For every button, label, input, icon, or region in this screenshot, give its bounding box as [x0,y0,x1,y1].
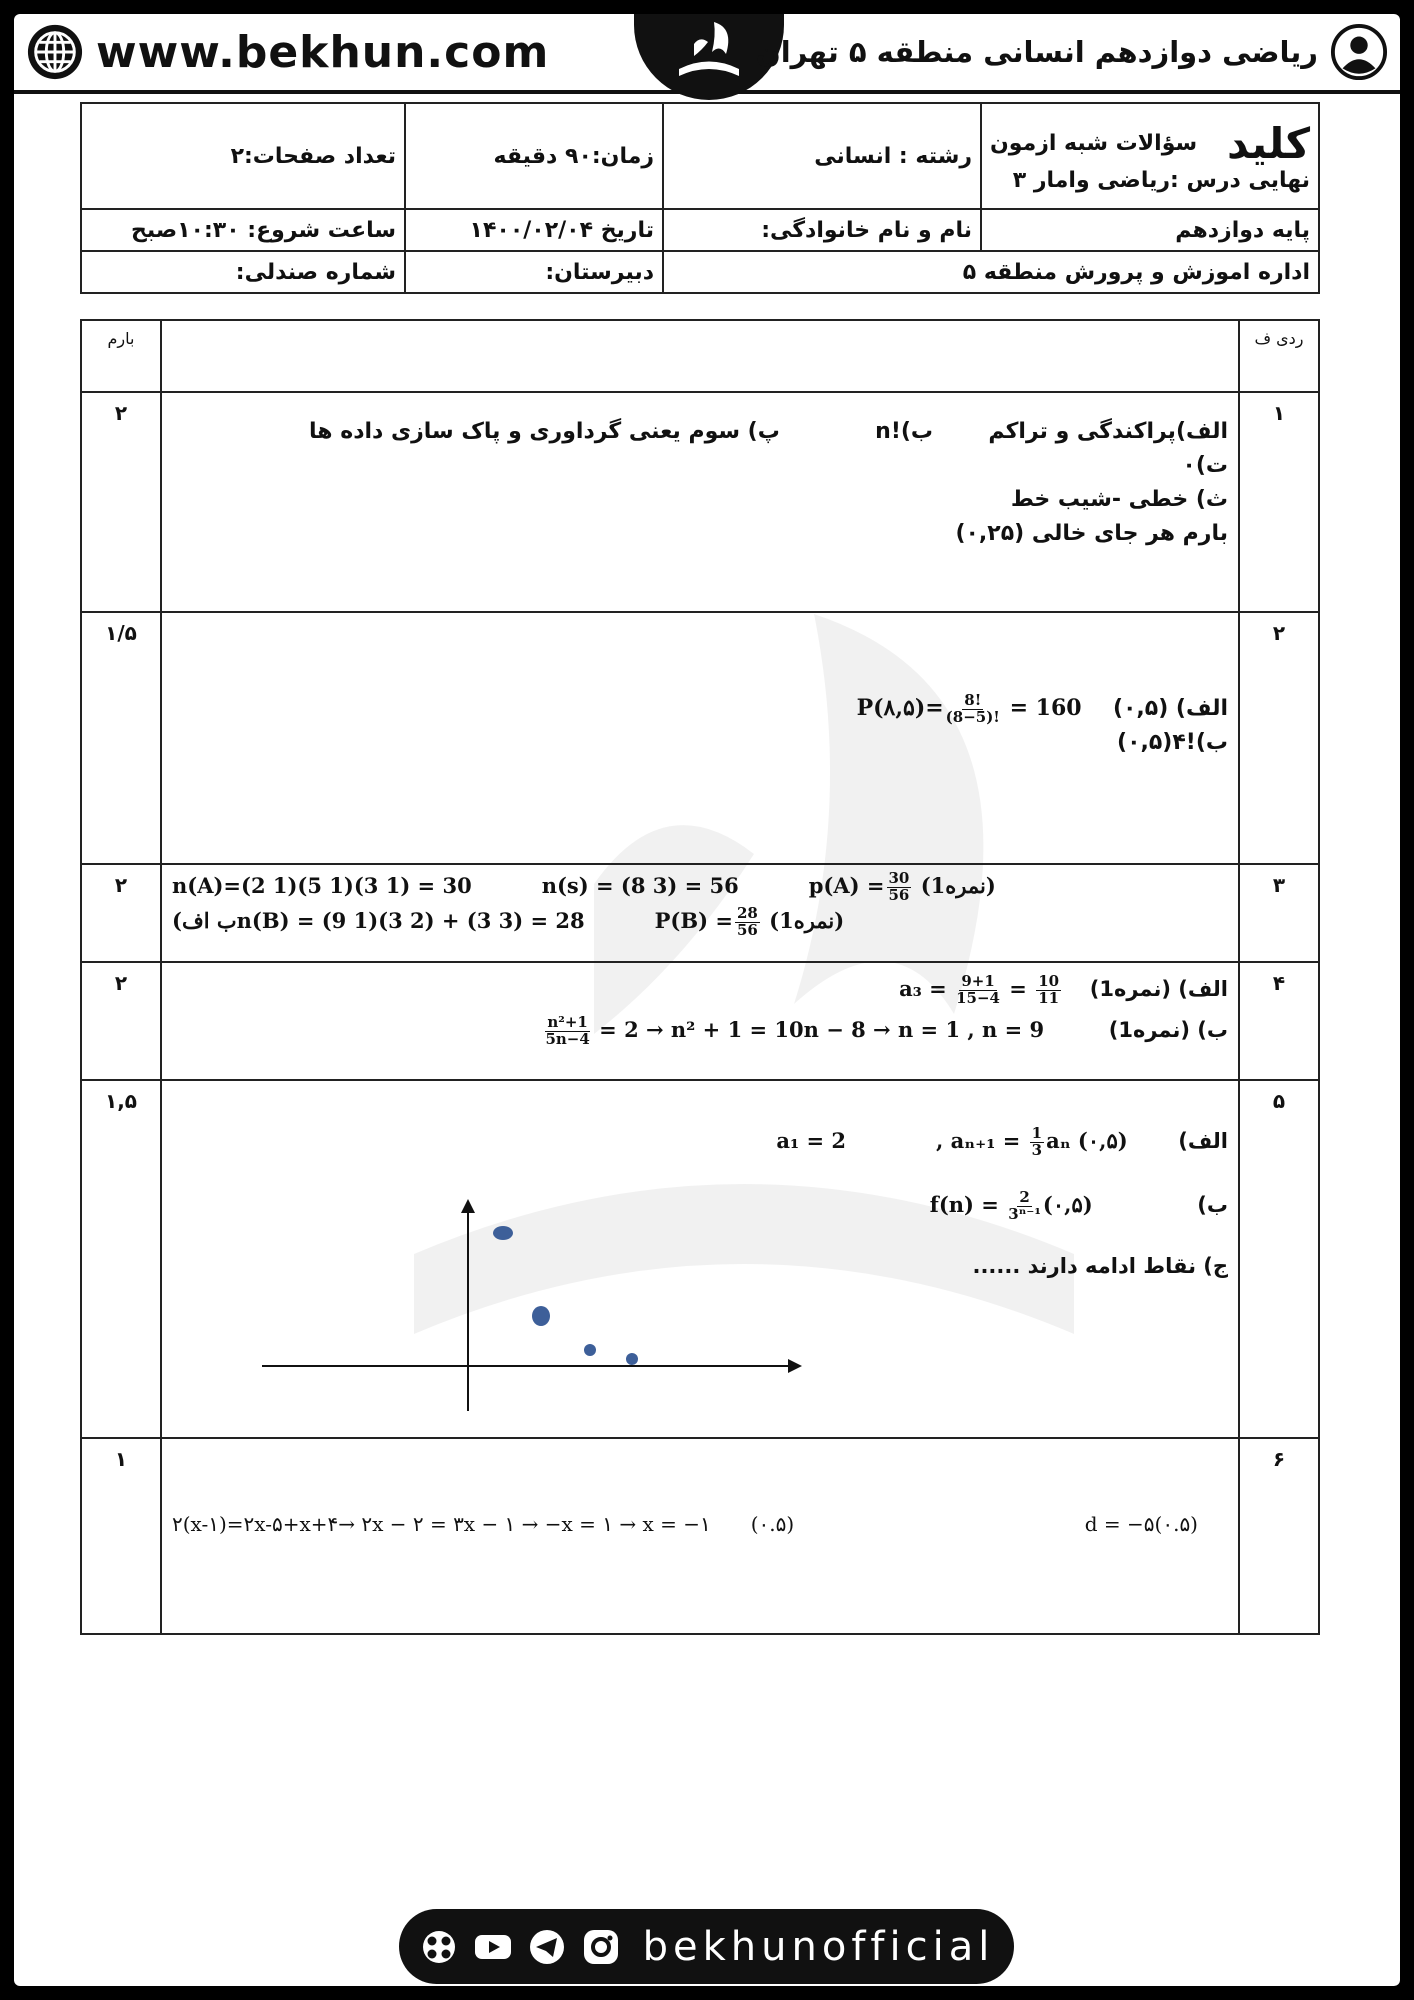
answer-content [161,864,1239,962]
score-text: (نمره1) [920,873,996,898]
fraction-numerator: 9+1 [961,972,995,991]
sequence-graph [262,1151,822,1411]
pages-label: تعداد صفحات:۲ [230,143,396,169]
fraction [945,690,1000,726]
question-row [81,1080,1319,1438]
math-text: a₁ = 2 [776,1128,847,1153]
score-text: (نمره1) [1089,977,1171,1001]
graph-point [584,1344,596,1356]
answer-line: ت)۰ [1182,453,1228,479]
exam-header-table [80,102,1320,294]
math-expression [809,869,996,904]
math-text: P(۸,۵)= [856,695,944,721]
math-text: ۲(x-۱)=۲x-۵+x+۴→ ۲x − ۲ = ۳x − ۱ → −x = ۱ → x = −۱ [172,1512,711,1536]
answer-content [161,1080,1239,1438]
fraction [887,871,912,904]
fraction-denominator: (8−5)! [945,707,1000,726]
field-label: رشته : انسانی [814,143,972,169]
answer-content [161,392,1239,612]
math-text: a₃ = [899,976,947,1001]
office-cell [663,251,1319,293]
math-text: n(s) = (8 3) = 56 [541,873,739,898]
fraction [735,906,760,939]
answer-line: ث) خطی -شیب خط [1010,487,1228,513]
row-barem: ۲ [81,864,161,962]
score-text: (۰,۵) [1042,1191,1093,1217]
math-expression [543,1013,1045,1048]
date-cell [405,209,663,251]
questions-label: سؤالات شبه ازمون [990,131,1198,156]
score-text: (۰.۵) [750,1512,795,1536]
answer-line: ج) نقاط ادامه دارند ...... [972,1253,1228,1278]
globe-icon [26,23,84,81]
math-expression [776,1124,1128,1159]
graph-point [626,1353,638,1365]
math-expression [929,1188,1093,1223]
page [14,14,1400,1986]
math-expression [655,904,845,939]
fraction [1008,1190,1041,1223]
math-text: d = −۵(۰.۵) [1084,1512,1198,1536]
math-expression [172,904,585,939]
col-header-barem: بارم [81,320,161,392]
subject-label: نهایی درس :ریاضی وامار ۳ [1012,168,1310,193]
math-expression [172,1509,794,1540]
math-text: f(n) = [929,1191,999,1217]
row-number: ۱ [1239,392,1319,612]
row-barem: ۱ [81,1438,161,1634]
row-barem: ۲ [81,962,161,1080]
field-cell [663,103,981,209]
name-cell [663,209,981,251]
fraction-denominator: 11 [1038,989,1060,1007]
answer-line [170,415,1228,449]
answer-line [172,1010,1228,1051]
time-label: زمان:۹۰ دقیقه [493,143,654,169]
row-number: ۴ [1239,962,1319,1080]
date-label: تاریخ ۱۴۰۰/۰۲/۰۴ [469,217,654,243]
fraction-numerator: 2 [1019,1188,1030,1206]
answer-label: الف) (۰,۵) [1112,696,1228,721]
fraction-denominator: 56 [736,920,758,939]
fraction-denominator: 56 [888,886,910,904]
answer-line [172,904,1228,939]
start-time-cell [81,209,405,251]
fraction [545,1015,589,1048]
answer-line [172,969,1228,1010]
name-label: نام و نام خانوادگی: [761,217,972,243]
math-text: n(A)=(2 1)(5 1)(3 1) = 30 [172,873,472,898]
user-icon[interactable] [1330,23,1388,81]
answer-content [161,612,1239,864]
answer-text: الف)پراکندگی و تراکم [988,419,1228,444]
fraction [956,974,1000,1007]
answer-label: ب) [1197,1192,1228,1217]
fraction-numerator: 1 [1031,1124,1043,1143]
grade-label: پایه دوازدهم [1175,217,1310,243]
youtube-icon[interactable] [473,1927,513,1967]
grade-cell [981,209,1319,251]
y-axis-arrow-icon [461,1199,475,1213]
pages-cell [81,103,405,209]
answer-line [170,691,1228,726]
answer-label: الف) [1178,1129,1228,1153]
math-expression [856,690,1082,726]
row-barem: ۲ [81,392,161,612]
math-text: = 2 → n² + 1 = 10n − 8 → n = 1 , n = 9 [599,1016,1045,1042]
math-expression [899,972,1063,1007]
site-link[interactable] [26,20,549,84]
answer-label: ب) [1197,1017,1228,1042]
math-text: P(B) = [654,907,733,933]
time-cell [405,103,663,209]
start-time-label: ساعت شروع: ۱۰:۳۰صبح [131,217,396,243]
instagram-icon[interactable] [581,1927,621,1967]
row-number: ۶ [1239,1438,1319,1634]
question-row [81,392,1319,612]
fraction-denominator: 3 [1031,1141,1043,1159]
question-row [81,612,1319,864]
math-text: = 160 [1009,695,1082,721]
question-row [81,864,1319,962]
top-bar [14,14,1400,94]
answer-table [80,319,1320,1635]
exam-title-area [756,20,1388,84]
graph-point [532,1306,550,1326]
question-row [81,1438,1319,1634]
fraction-denominator: 3ⁿ⁻¹ [1008,1204,1041,1223]
social-handle[interactable]: bekhunofficial [642,1923,995,1970]
aparat-icon[interactable] [419,1927,459,1967]
school-label: دبیرستان: [545,259,654,285]
top-title: ریاضی دوازدهم انسانی منطقه ۵ تهران [755,35,1318,69]
graph-point [493,1226,513,1240]
social-footer [399,1909,1014,1984]
row-barem: ۱,۵ [81,1080,161,1438]
header-title-cell [981,103,1319,209]
fraction-numerator: 8! [964,690,982,709]
math-text: , aₙ₊₁ = [936,1128,1021,1153]
math-text: n(B) = (9 1)(3 2) + (3 3) = 28 [236,907,585,933]
answer-content [161,962,1239,1080]
seat-cell [81,251,405,293]
book-feather-icon [664,14,754,94]
answer-text: ب)!n [875,419,934,444]
fraction-numerator: 10 [1038,972,1060,991]
fraction-denominator: 5n−4 [545,1029,590,1048]
answer-text: پ) سوم یعنی گرداوری و پاک سازی داده ها [309,419,780,444]
fraction-numerator: 30 [888,869,910,888]
answer-key-label: کلید [1227,119,1310,168]
math-text: = [1009,976,1027,1001]
row-number: ۵ [1239,1080,1319,1438]
fraction-denominator: 15−4 [956,989,1000,1007]
fraction-numerator: 28 [736,904,758,922]
office-label: اداره اموزش و پرورش منطقه ۵ [962,259,1310,285]
col-header-row: ردی ف [1239,320,1319,392]
math-text: aₙ (۰,۵) [1046,1128,1128,1153]
answer-label: الف) [1178,977,1228,1001]
fraction [1036,974,1061,1007]
school-cell [405,251,663,293]
row-barem: ۱/۵ [81,612,161,864]
seat-label: شماره صندلی: [235,259,396,285]
math-text: p(A) = [808,873,885,898]
answer-line: ب)!۴(۰,۵) [1117,730,1228,756]
answer-content [161,1438,1239,1634]
score-text: (نمره1) [1108,1017,1190,1042]
fraction [1030,1126,1044,1159]
col-header-content [161,320,1239,392]
question-row [81,962,1319,1080]
answer-label: (ب اف [172,907,237,933]
site-url[interactable]: www.bekhun.com [96,26,550,78]
answer-line [172,869,1228,904]
x-axis-arrow-icon [788,1359,802,1373]
row-number: ۳ [1239,864,1319,962]
answer-line: بارم هر جای خالی (۰,۲۵) [955,521,1228,547]
fraction-numerator: n²+1 [547,1013,588,1032]
row-number: ۲ [1239,612,1319,864]
score-text: (نمره1) [769,907,845,933]
telegram-icon[interactable] [527,1927,567,1967]
answer-line [172,1509,1228,1540]
